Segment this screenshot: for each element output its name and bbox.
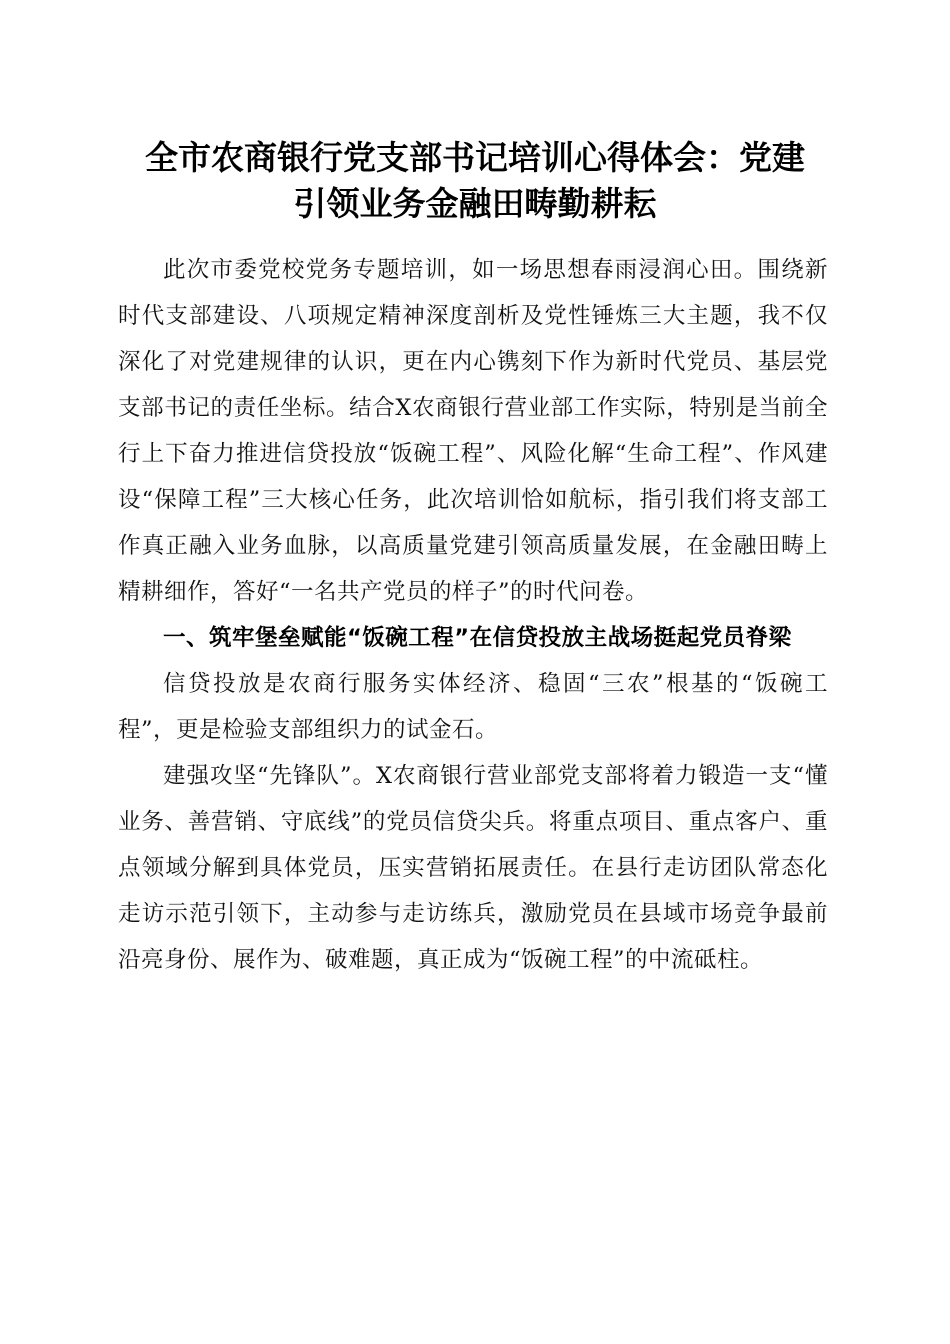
section-1-heading: 一、筑牢堡垒赋能“饭碗工程”在信贷投放主战场挺起党员脊梁 — [163, 625, 792, 651]
title-line-2: 引领业务金融田畴勤耕耘 — [293, 184, 657, 223]
title-line-1: 全市农商银行党支部书记培训心得体会：党建 — [145, 138, 805, 177]
section-1-paragraph-2: 建强攻坚“先锋队”。X农商银行营业部党支部将着力锻造一支“懂业务、善营销、守底线”的党员信贷尖兵。将重点项目、重点客户、重点领域分解到具体党员，压实营销拓展责任。在县行走访团队常态化走访示范引领下，主动参与走访练兵，激励党员在县域市场竞争最前沿亮身份、展作为、破难题，真正成为“饭碗工程”的中流砥柱。 — [118, 763, 828, 973]
section-1-paragraph-1: 信贷投放是农商行服务实体经济、稳固“三农”根基的“饭碗工程”，更是检验支部组织力的试金石。 — [118, 671, 828, 743]
document-title — [100, 135, 850, 227]
intro-paragraph: 此次市委党校党务专题培训，如一场思想春雨浸润心田。围绕新时代支部建设、八项规定精神深度剖析及党性锤炼三大主题，我不仅深化了对党建规律的认识，更在内心镌刻下作为新时代党员、基层党支部书记的责任坐标。结合X农商银行营业部工作实际，特别是当前全行上下奋力推进信贷投放“饭碗工程”、风险化解“生命工程”、作风建设“保障工程”三大核心任务，此次培训恰如航标，指引我们将支部工作真正融入业务血脉，以高质量党建引领高质量发展，在金融田畴上精耕细作，答好“一名共产党员的样子”的时代问卷。 — [118, 257, 828, 605]
document-body — [118, 247, 828, 983]
